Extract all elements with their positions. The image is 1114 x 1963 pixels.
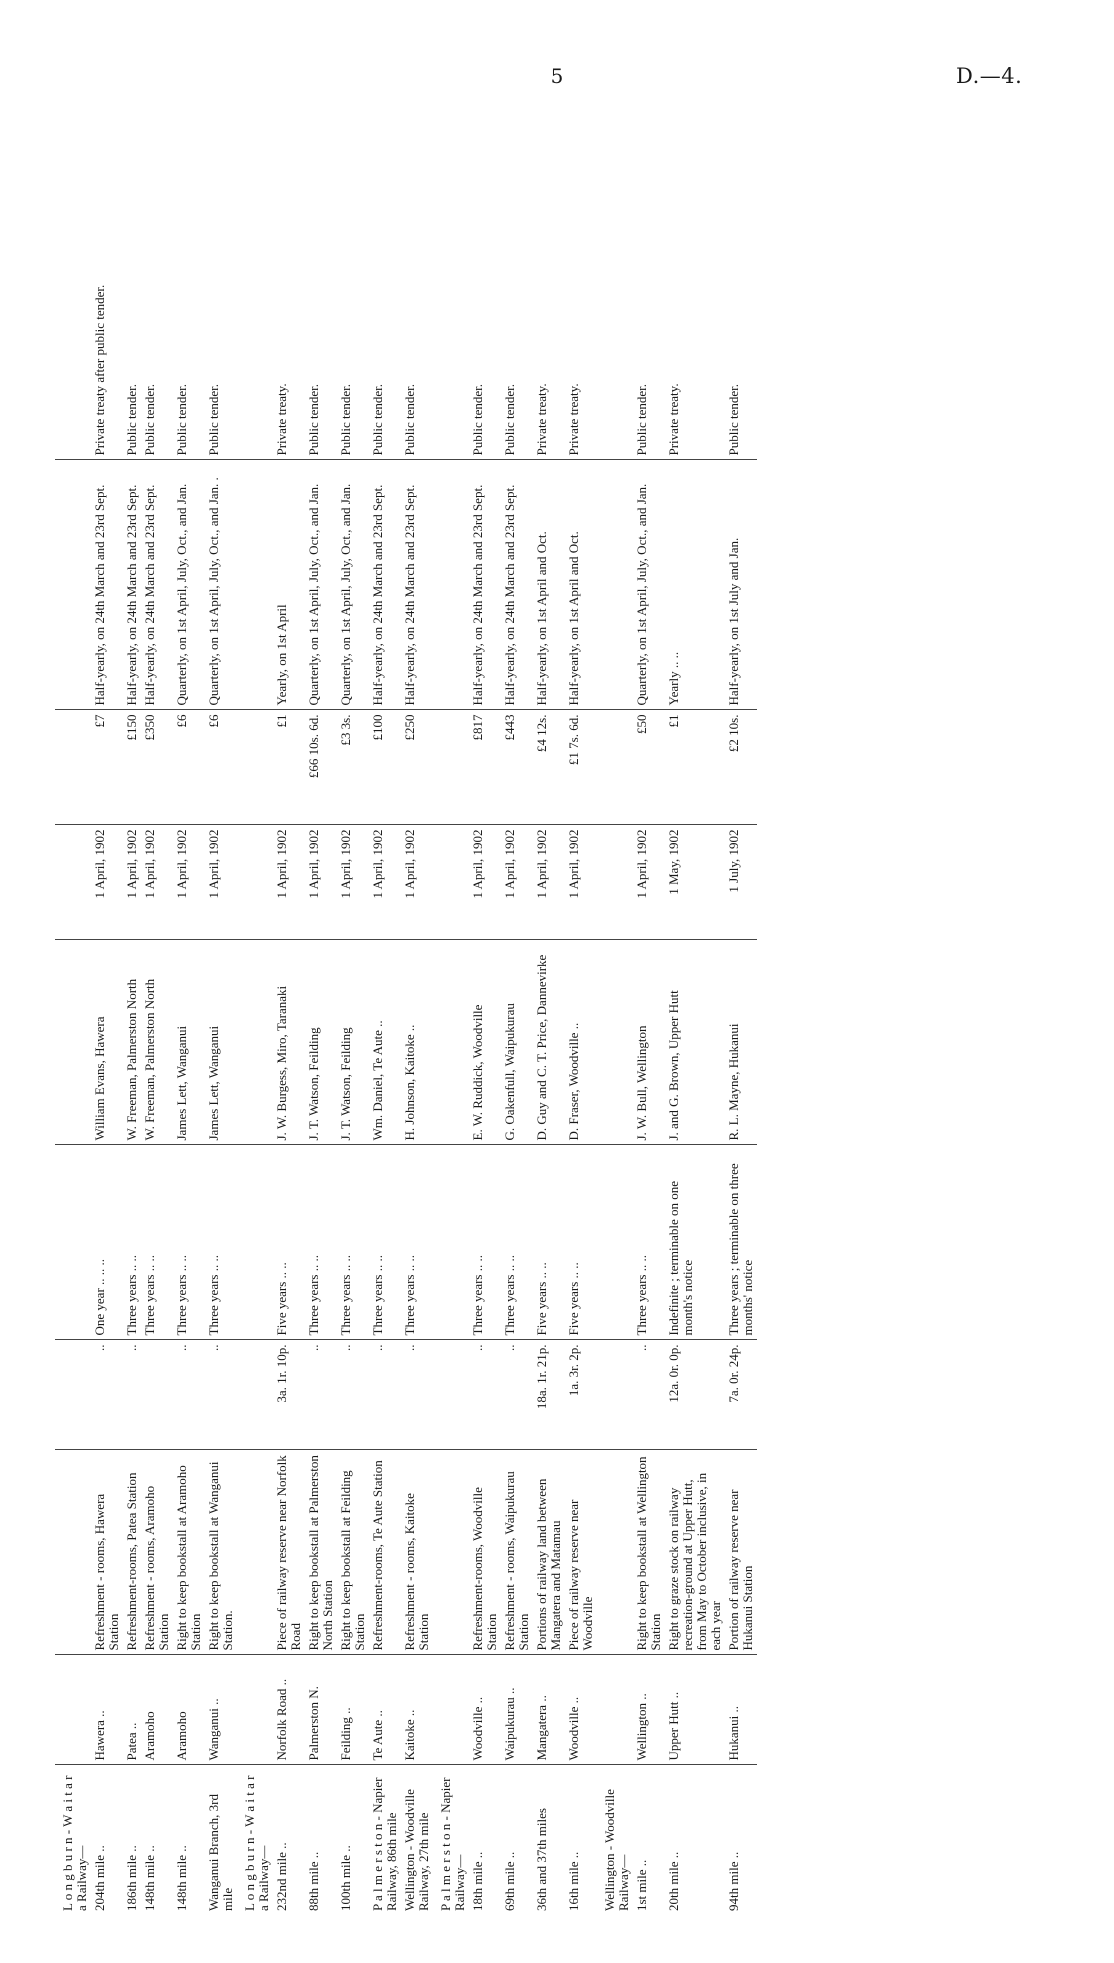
mile-cell: Wellington - Woodville Railway, 27th mile (402, 1789, 431, 1911)
payable-cell: Quarterly, on 1st April, July, Oct., and Jan. (305, 460, 337, 710)
area-cell: .. (123, 1340, 141, 1450)
term-cell: Three years .. .. (173, 1145, 205, 1340)
leases-table (55, 120, 757, 1915)
empty-cell (597, 1655, 633, 1765)
empty-cell (597, 1340, 633, 1450)
rent-cell: £1 7s. 6d. (565, 710, 597, 825)
disposal-cell: Private treaty after public tender. (91, 120, 123, 460)
area-cell: 3a. 1r. 10p. (273, 1340, 305, 1450)
term-cell: Five years .. .. (533, 1145, 565, 1340)
empty-cell (433, 1145, 469, 1340)
lessee-cell: W. Freeman, Palmerston North (141, 940, 173, 1145)
payable-cell: Quarterly, on 1st April, July, Oct., and Jan. (633, 460, 665, 710)
table-row (91, 120, 123, 1915)
empty-cell (55, 1340, 91, 1450)
mile-cell: 204th mile .. (92, 1845, 107, 1911)
payable-cell: Half-yearly, on 24th March and 23rd Sept. (369, 460, 401, 710)
disposal-cell: Public tender. (123, 120, 141, 460)
empty-cell (597, 825, 633, 940)
table-row (469, 120, 501, 1915)
commencement-cell: 1 April, 1902 (305, 825, 337, 940)
mile-cell: 148th mile .. (174, 1845, 189, 1911)
table-row (665, 120, 725, 1915)
description-cell: Refreshment-rooms, Patea Station (123, 1450, 141, 1655)
table-row (501, 120, 533, 1915)
station-cell: Woodville .. (565, 1655, 597, 1765)
disposal-cell: Private treaty. (533, 120, 565, 460)
empty-cell (433, 1340, 469, 1450)
station-cell: Norfolk Road .. (273, 1655, 305, 1765)
area-cell: 1a. 3r. 2p. (565, 1340, 597, 1450)
term-cell: Five years .. .. (565, 1145, 597, 1340)
commencement-cell: 1 April, 1902 (501, 825, 533, 940)
mile-cell: 36th and 37th miles (534, 1808, 549, 1911)
lessee-cell: J. W. Bull, Wellington (633, 940, 665, 1145)
description-cell: Refreshment - rooms, Kaitoke Station (401, 1450, 433, 1655)
commencement-cell: 1 April, 1902 (337, 825, 369, 940)
commencement-cell: 1 April, 1902 (401, 825, 433, 940)
disposal-cell: Private treaty. (273, 120, 305, 460)
station-cell: Kaitoke .. (401, 1655, 433, 1765)
area-cell: .. (369, 1340, 401, 1450)
rent-cell: £150 (123, 710, 141, 825)
term-cell: Three years .. .. (205, 1145, 237, 1340)
description-cell: Portion of railway reserve near Hukanui Station (725, 1450, 757, 1655)
empty-cell (55, 1450, 91, 1655)
area-cell: .. (469, 1340, 501, 1450)
station-cell: Palmerston N. (305, 1655, 337, 1765)
term-cell: Five years .. .. (273, 1145, 305, 1340)
empty-cell (55, 825, 91, 940)
term-cell: Three years .. .. (633, 1145, 665, 1340)
document-reference: D.—4. (956, 64, 1023, 88)
station-cell: Wellington .. (633, 1655, 665, 1765)
empty-cell (433, 1655, 469, 1765)
station-cell: Aramoho (173, 1655, 205, 1765)
mile-cell: 94th mile .. (726, 1851, 741, 1911)
empty-cell (433, 1450, 469, 1655)
term-cell: Three years .. .. (401, 1145, 433, 1340)
term-cell: Three years .. .. (141, 1145, 173, 1340)
mile-cell: 69th mile .. (502, 1851, 517, 1911)
empty-cell (597, 710, 633, 825)
rent-cell: £350 (141, 710, 173, 825)
area-cell: .. (91, 1340, 123, 1450)
section-heading-row (237, 120, 273, 1915)
rent-cell: £6 (173, 710, 205, 825)
commencement-cell: 1 April, 1902 (533, 825, 565, 940)
empty-cell (597, 460, 633, 710)
mile-cell: 232nd mile .. (274, 1842, 289, 1911)
disposal-cell: Public tender. (141, 120, 173, 460)
area-cell: .. (337, 1340, 369, 1450)
table-row (141, 120, 173, 1915)
disposal-cell: Public tender. (337, 120, 369, 460)
rent-cell: £1 (273, 710, 305, 825)
rent-cell: £443 (501, 710, 533, 825)
disposal-cell: Public tender. (369, 120, 401, 460)
commencement-cell: 1 April, 1902 (469, 825, 501, 940)
commencement-cell: 1 April, 1902 (173, 825, 205, 940)
lessee-cell: D. Guy and C. T. Price, Dannevirke (533, 940, 565, 1145)
mile-cell: 20th mile .. (666, 1851, 681, 1911)
empty-cell (55, 940, 91, 1145)
commencement-cell: 1 April, 1902 (633, 825, 665, 940)
empty-cell (55, 460, 91, 710)
term-cell: Three years .. .. (369, 1145, 401, 1340)
commencement-cell: 1 July, 1902 (725, 825, 757, 940)
mile-cell: 186th mile .. (124, 1845, 139, 1911)
rent-cell: £250 (401, 710, 433, 825)
table-row (565, 120, 597, 1915)
disposal-cell: Public tender. (205, 120, 237, 460)
station-cell: Hukanui .. (725, 1655, 757, 1765)
lessee-cell: H. Johnson, Kaitoke .. (401, 940, 433, 1145)
disposal-cell: Public tender. (305, 120, 337, 460)
table-row (173, 120, 205, 1915)
description-cell: Piece of railway reserve near Woodville (565, 1450, 597, 1655)
empty-cell (237, 1450, 273, 1655)
term-cell: Three years ; terminable on three months' notice (725, 1145, 757, 1340)
disposal-cell: Public tender. (725, 120, 757, 460)
description-cell: Right to keep bookstall at Feilding Station (337, 1450, 369, 1655)
section-heading-row (55, 120, 91, 1915)
area-cell: 7a. 0r. 24p. (725, 1340, 757, 1450)
empty-cell (597, 1145, 633, 1340)
station-cell: Hawera .. (91, 1655, 123, 1765)
area-cell: 12a. 0r. 0p. (665, 1340, 725, 1450)
lessee-cell: William Evans, Hawera (91, 940, 123, 1145)
description-cell: Refreshment - rooms, Waipukurau Station (501, 1450, 533, 1655)
station-cell: Patea .. (123, 1655, 141, 1765)
station-cell: Waipukurau .. (501, 1655, 533, 1765)
payable-cell: Quarterly, on 1st April, July, Oct., and Jan. . (205, 460, 237, 710)
description-cell: Right to keep bookstall at Wanganui Station. (205, 1450, 237, 1655)
rent-cell: £50 (633, 710, 665, 825)
lessee-cell: J. T. Watson, Feilding (305, 940, 337, 1145)
description-cell: Refreshment - rooms, Hawera Station (91, 1450, 123, 1655)
section-heading: P a l m e r s t o n - Napier Railway— (438, 1777, 467, 1911)
rent-cell: £66 10s. 6d. (305, 710, 337, 825)
mile-cell: 16th mile .. (566, 1851, 581, 1911)
lessee-cell: Wm. Daniel, Te Aute .. (369, 940, 401, 1145)
area-cell: .. (205, 1340, 237, 1450)
table-row (305, 120, 337, 1915)
lessee-cell: James Lett, Wanganui (173, 940, 205, 1145)
mile-cell: 148th mile .. (142, 1845, 157, 1911)
empty-cell (237, 120, 273, 460)
disposal-cell: Public tender. (633, 120, 665, 460)
description-cell: Right to graze stock on railway recreation-ground at Upper Hutt, from May to October inclusive, in each year (665, 1450, 725, 1655)
empty-cell (433, 710, 469, 825)
mile-cell: 88th mile .. (306, 1851, 321, 1911)
disposal-cell: Public tender. (401, 120, 433, 460)
rotated-table-container (55, 120, 1035, 1915)
lessee-cell: J. W. Burgess, Miro, Taranaki (273, 940, 305, 1145)
payable-cell: Yearly .. .. (665, 460, 725, 710)
lessee-cell: James Lett, Wanganui (205, 940, 237, 1145)
lessee-cell: W. Freeman, Palmerston North (123, 940, 141, 1145)
term-cell: Three years .. .. (123, 1145, 141, 1340)
description-cell: Right to keep bookstall at Aramoho Station (173, 1450, 205, 1655)
commencement-cell: 1 April, 1902 (273, 825, 305, 940)
rent-cell: £1 (665, 710, 725, 825)
term-cell: Three years .. .. (501, 1145, 533, 1340)
empty-cell (433, 940, 469, 1145)
section-heading: L o n g b u r n - W a i t a r a Railway— (60, 1775, 89, 1911)
empty-cell (597, 1450, 633, 1655)
lessee-cell: J. T. Watson, Feilding (337, 940, 369, 1145)
empty-cell (237, 1145, 273, 1340)
mile-cell: 100th mile .. (338, 1845, 353, 1911)
commencement-cell: 1 April, 1902 (91, 825, 123, 940)
description-cell: Piece of railway reserve near Norfolk Road (273, 1450, 305, 1655)
rent-cell: £4 12s. (533, 710, 565, 825)
table-body (55, 120, 757, 1915)
lessee-cell: D. Fraser, Woodville .. (565, 940, 597, 1145)
area-cell: .. (501, 1340, 533, 1450)
commencement-cell: 1 April, 1902 (369, 825, 401, 940)
term-cell: One year .. .. .. (91, 1145, 123, 1340)
mile-cell: 18th mile .. (470, 1851, 485, 1911)
empty-cell (55, 120, 91, 460)
description-cell: Refreshment-rooms, Woodville Station (469, 1450, 501, 1655)
description-cell: Right to keep bookstall at Wellington Station (633, 1450, 665, 1655)
station-cell: Feilding .. (337, 1655, 369, 1765)
mile-cell: P a l m e r s t o n - Napier Railway, 86th mile (370, 1777, 399, 1911)
lessee-cell: R. L. Mayne, Hukanui (725, 940, 757, 1145)
empty-cell (55, 710, 91, 825)
payable-cell: Half-yearly, on 1st July and Jan. (725, 460, 757, 710)
payable-cell: Half-yearly, on 24th March and 23rd Sept. (469, 460, 501, 710)
table-row (337, 120, 369, 1915)
rent-cell: £6 (205, 710, 237, 825)
description-cell: Portions of railway land between Mangatera and Matamau (533, 1450, 565, 1655)
payable-cell: Half-yearly, on 24th March and 23rd Sept. (501, 460, 533, 710)
payable-cell: Quarterly, on 1st April, July, Oct., and Jan. (173, 460, 205, 710)
area-cell (141, 1340, 173, 1450)
section-heading: L o n g b u r n - W a i t a r a Railway— (242, 1775, 271, 1911)
empty-cell (433, 825, 469, 940)
empty-cell (597, 120, 633, 460)
term-cell: Three years .. .. (305, 1145, 337, 1340)
table-row (633, 120, 665, 1915)
mile-cell: 1st mile .. (634, 1859, 649, 1911)
empty-cell (237, 940, 273, 1145)
payable-cell: Half-yearly, on 1st April and Oct. (533, 460, 565, 710)
rent-cell: £817 (469, 710, 501, 825)
rent-cell: £100 (369, 710, 401, 825)
commencement-cell: 1 April, 1902 (205, 825, 237, 940)
disposal-cell: Public tender. (469, 120, 501, 460)
station-cell: Wanganui .. (205, 1655, 237, 1765)
table-row (273, 120, 305, 1915)
commencement-cell: 1 April, 1902 (565, 825, 597, 940)
table-row (123, 120, 141, 1915)
empty-cell (237, 710, 273, 825)
station-cell: Upper Hutt .. (665, 1655, 725, 1765)
payable-cell: Half-yearly, on 24th March and 23rd Sept. (91, 460, 123, 710)
payable-cell: Half-yearly, on 24th March and 23rd Sept. (401, 460, 433, 710)
commencement-cell: 1 April, 1902 (123, 825, 141, 940)
rent-cell: £2 10s. (725, 710, 757, 825)
description-cell: Refreshment - rooms, Aramoho Station (141, 1450, 173, 1655)
area-cell: .. (305, 1340, 337, 1450)
area-cell: .. (401, 1340, 433, 1450)
description-cell: Refreshment-rooms, Te Aute Station (369, 1450, 401, 1655)
table-row (401, 120, 433, 1915)
disposal-cell: Public tender. (173, 120, 205, 460)
table-row (533, 120, 565, 1915)
empty-cell (433, 120, 469, 460)
disposal-cell: Public tender. (501, 120, 533, 460)
table-row (369, 120, 401, 1915)
station-cell: Woodville .. (469, 1655, 501, 1765)
term-cell: Three years .. .. (337, 1145, 369, 1340)
lessee-cell: E. W. Ruddick, Woodville (469, 940, 501, 1145)
lessee-cell: G. Oakenfull, Waipukurau (501, 940, 533, 1145)
payable-cell: Quarterly, on 1st April, July, Oct., and Jan. (337, 460, 369, 710)
term-cell: Three years .. .. (469, 1145, 501, 1340)
section-heading: Wellington - Woodville Railway— (602, 1789, 631, 1911)
table-row (205, 120, 237, 1915)
empty-cell (597, 940, 633, 1145)
station-cell: Te Aute .. (369, 1655, 401, 1765)
payable-cell: Half-yearly, on 24th March and 23rd Sept. (141, 460, 173, 710)
empty-cell (55, 1655, 91, 1765)
empty-cell (237, 825, 273, 940)
section-heading-row (597, 120, 633, 1915)
area-cell: .. (633, 1340, 665, 1450)
mile-cell: Wanganui Branch, 3rd mile (206, 1794, 235, 1911)
disposal-cell: Private treaty. (565, 120, 597, 460)
page-number: 5 (550, 64, 564, 88)
empty-cell (237, 460, 273, 710)
payable-cell: Half-yearly, on 24th March and 23rd Sept. (123, 460, 141, 710)
area-cell: .. (173, 1340, 205, 1450)
payable-cell: Half-yearly, on 1st April and Oct. (565, 460, 597, 710)
empty-cell (237, 1655, 273, 1765)
station-cell: Aramoho (141, 1655, 173, 1765)
rent-cell: £3 3s. (337, 710, 369, 825)
section-heading-row (433, 120, 469, 1915)
station-cell: Mangatera .. (533, 1655, 565, 1765)
lessee-cell: J. and G. Brown, Upper Hutt (665, 940, 725, 1145)
empty-cell (55, 1145, 91, 1340)
term-cell: Indefinite ; terminable on one month's notice (665, 1145, 725, 1340)
rent-cell: £7 (91, 710, 123, 825)
table-row (725, 120, 757, 1915)
empty-cell (237, 1340, 273, 1450)
payable-cell: Yearly, on 1st April (273, 460, 305, 710)
disposal-cell: Private treaty. (665, 120, 725, 460)
area-cell: 18a. 1r. 21p. (533, 1340, 565, 1450)
commencement-cell: 1 April, 1902 (141, 825, 173, 940)
description-cell: Right to keep bookstall at Palmerston North Station (305, 1450, 337, 1655)
commencement-cell: 1 May, 1902 (665, 825, 725, 940)
empty-cell (433, 460, 469, 710)
